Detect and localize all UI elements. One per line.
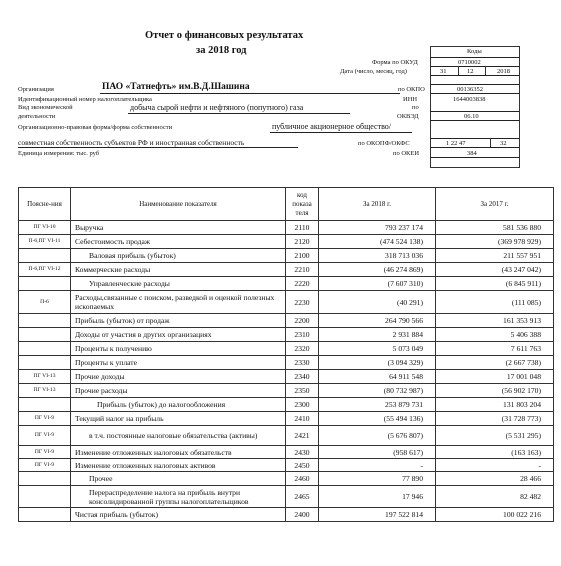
table-row (19, 291, 554, 314)
row-note (19, 342, 71, 356)
okpo-code: 00136352 (457, 86, 483, 93)
row-note (19, 472, 71, 486)
row-value-2018: (46 274 869) (319, 263, 436, 277)
col-header-2017: За 2017 г. (436, 188, 554, 221)
row-name: Перераспределение налога на прибыль внутри консолидированной группы налогоплательщиков (71, 486, 286, 508)
row-code: 2320 (286, 342, 319, 356)
table-row (19, 235, 554, 249)
row-name: Расходы,связанные с поиском, разведкой и оценкой полезных ископаемых (71, 291, 286, 314)
table-row (19, 277, 554, 291)
okud-code: 0710002 (458, 59, 481, 66)
row-note (19, 486, 71, 508)
table-row (19, 356, 554, 370)
okei-label: по ОКЕИ (393, 150, 420, 157)
row-code: 2200 (286, 314, 319, 328)
row-value-2018: - (319, 459, 436, 472)
col-header-2018: За 2018 г. (319, 188, 436, 221)
table-row (19, 508, 554, 522)
row-value-2018: (958 617) (319, 446, 436, 459)
row-code: 2330 (286, 356, 319, 370)
row-name: в т.ч. постоянные налоговые обязательства (активы) (71, 426, 286, 446)
row-code: 2350 (286, 384, 319, 398)
row-value-2018: (3 094 329) (319, 356, 436, 370)
row-name: Прибыль (убыток) от продаж (71, 314, 286, 328)
table-row (19, 384, 554, 398)
row-value-2017: 161 353 913 (436, 314, 554, 328)
row-value-2018: 5 073 049 (319, 342, 436, 356)
okopf-label: по ОКОПФ/ОКФС (358, 140, 410, 147)
row-value-2017: 211 557 951 (436, 249, 554, 263)
okud-label: Форма по ОКУД (372, 59, 418, 66)
row-value-2018: (55 494 136) (319, 412, 436, 426)
activity-label: Вид экономической (18, 104, 73, 111)
date-day: 31 (440, 68, 447, 75)
row-value-2017: - (436, 459, 554, 472)
org-label: Организация (18, 86, 54, 93)
row-value-2017: (43 247 042) (436, 263, 554, 277)
row-value-2017: 581 536 880 (436, 221, 554, 235)
financial-results-table (18, 187, 554, 522)
row-code: 2340 (286, 370, 319, 384)
row-name: Прочее (71, 472, 286, 486)
row-note: ПГ VI-9 (19, 412, 71, 426)
row-value-2017: (56 902 170) (436, 384, 554, 398)
row-name: Прочие доходы (71, 370, 286, 384)
row-code: 2110 (286, 221, 319, 235)
table-row (19, 370, 554, 384)
row-name: Прибыль (убыток) до налогообложения (71, 398, 286, 412)
row-value-2017: (5 531 295) (436, 426, 554, 446)
row-value-2017: 17 001 048 (436, 370, 554, 384)
row-name: Управленческие расходы (71, 277, 286, 291)
row-value-2017: 100 022 216 (436, 508, 554, 522)
okved-code: 06.10 (464, 113, 479, 120)
col-header-note: Поясне-ния (19, 188, 71, 221)
row-note: ПГ VI-9 (19, 446, 71, 459)
row-note (19, 277, 71, 291)
row-note: ПГ VI-13 (19, 384, 71, 398)
okpo-label: по ОКПО (398, 86, 425, 93)
row-value-2018: 197 522 814 (319, 508, 436, 522)
row-note (19, 249, 71, 263)
okei-code: 384 (467, 150, 477, 157)
table-row (19, 249, 554, 263)
table-row (19, 328, 554, 342)
row-name: Себестоимость продаж (71, 235, 286, 249)
row-code: 2450 (286, 459, 319, 472)
row-value-2018: 64 911 548 (319, 370, 436, 384)
row-code: 2310 (286, 328, 319, 342)
report-title: Отчет о финансовых результатах (145, 30, 304, 41)
unit-label: Единица измерения: тыс. руб (18, 150, 100, 157)
row-note: ПГ VI-13 (19, 370, 71, 384)
row-value-2018: (40 291) (319, 291, 436, 314)
row-value-2018: 264 790 566 (319, 314, 436, 328)
legal-label: Организационно-правовая форма/форма собственности (18, 124, 173, 131)
row-value-2018: (5 676 807) (319, 426, 436, 446)
row-note (19, 398, 71, 412)
row-note: ПГ VI-9 (19, 459, 71, 472)
legal-value: публичное акционерное общество/ (272, 122, 392, 131)
date-year: 2018 (497, 68, 510, 75)
okopf-code: 1 22 47 (446, 140, 466, 147)
row-note (19, 356, 71, 370)
row-value-2018: (7 607 310) (319, 277, 436, 291)
org-name: ПАО «Татнефть» им.В.Д.Шашина (102, 82, 250, 92)
row-value-2018: 77 890 (319, 472, 436, 486)
row-name: Выручка (71, 221, 286, 235)
table-row (19, 412, 554, 426)
row-code: 2410 (286, 412, 319, 426)
row-note (19, 314, 71, 328)
row-name: Проценты к уплате (71, 356, 286, 370)
row-value-2017: (163 163) (436, 446, 554, 459)
row-code: 2210 (286, 263, 319, 277)
row-code: 2220 (286, 277, 319, 291)
row-value-2018: 793 237 174 (319, 221, 436, 235)
row-value-2018: 253 879 731 (319, 398, 436, 412)
okved-label: ОКВЭД (397, 113, 419, 120)
row-code: 2421 (286, 426, 319, 446)
legal-label-2: совместная собственность субъектов РФ и иностранная собственность (18, 138, 245, 147)
row-note (19, 508, 71, 522)
row-name: Текущий налог на прибыль (71, 412, 286, 426)
table-row (19, 221, 554, 235)
codes-label: Коды (467, 48, 482, 55)
row-note: ПГ VI-10 (19, 221, 71, 235)
row-code: 2120 (286, 235, 319, 249)
row-code: 2400 (286, 508, 319, 522)
row-code: 2230 (286, 291, 319, 314)
inn-caption: Идентификационный номер налогоплательщика (18, 96, 152, 103)
row-name: Коммерческие расходы (71, 263, 286, 277)
table-row (19, 486, 554, 508)
row-name: Чистая прибыль (убыток) (71, 508, 286, 522)
row-value-2017: (369 978 929) (436, 235, 554, 249)
row-name: Изменение отложенных налоговых обязательств (71, 446, 286, 459)
row-value-2017: (111 085) (436, 291, 554, 314)
row-code: 2100 (286, 249, 319, 263)
okfs-code: 32 (500, 140, 507, 147)
col-header-code: код показа теля (286, 188, 319, 221)
date-month: 12 (467, 68, 474, 75)
row-value-2018: (474 524 138) (319, 235, 436, 249)
row-note: П-6 (19, 291, 71, 314)
row-value-2017: (2 667 738) (436, 356, 554, 370)
row-value-2017: 28 466 (436, 472, 554, 486)
row-code: 2460 (286, 472, 319, 486)
row-code: 2465 (286, 486, 319, 508)
row-note: ПГ VI-9 (19, 426, 71, 446)
date-label: Дата (число, месяц, год) (340, 68, 407, 75)
report-period: за 2018 год (196, 45, 247, 56)
row-name: Проценты к получению (71, 342, 286, 356)
activity-label-2: деятельности (18, 113, 56, 120)
table-row (19, 263, 554, 277)
col-header-name: Наименование показателя (71, 188, 286, 221)
row-name: Прочие расходы (71, 384, 286, 398)
row-code: 2430 (286, 446, 319, 459)
table-row (19, 472, 554, 486)
row-name: Изменение отложенных налоговых активов (71, 459, 286, 472)
row-value-2017: 7 611 763 (436, 342, 554, 356)
activity-value: добыча сырой нефти и нефтяного (попутного) газа (130, 103, 304, 112)
row-value-2018: (80 732 987) (319, 384, 436, 398)
table-row (19, 342, 554, 356)
row-code: 2300 (286, 398, 319, 412)
row-note (19, 328, 71, 342)
row-value-2017: 5 406 388 (436, 328, 554, 342)
row-value-2017: 131 803 204 (436, 398, 554, 412)
table-row (19, 426, 554, 446)
row-note: П-6,ПГ VI-12 (19, 263, 71, 277)
table-header-row (19, 188, 554, 221)
table-row (19, 398, 554, 412)
row-name: Доходы от участия в других организациях (71, 328, 286, 342)
table-row (19, 314, 554, 328)
table-row (19, 446, 554, 459)
row-value-2018: 17 946 (319, 486, 436, 508)
table-row (19, 459, 554, 472)
inn-code: 1644003838 (453, 96, 486, 103)
inn-label: ИНН (403, 96, 418, 103)
row-value-2017: (6 845 911) (436, 277, 554, 291)
row-value-2018: 318 713 036 (319, 249, 436, 263)
row-value-2018: 2 931 884 (319, 328, 436, 342)
table-body (19, 221, 554, 522)
row-value-2017: (31 728 773) (436, 412, 554, 426)
row-value-2017: 82 482 (436, 486, 554, 508)
row-note: П-6,ПГ VI-11 (19, 235, 71, 249)
row-name: Валовая прибыль (убыток) (71, 249, 286, 263)
activity-po: по (412, 104, 419, 111)
